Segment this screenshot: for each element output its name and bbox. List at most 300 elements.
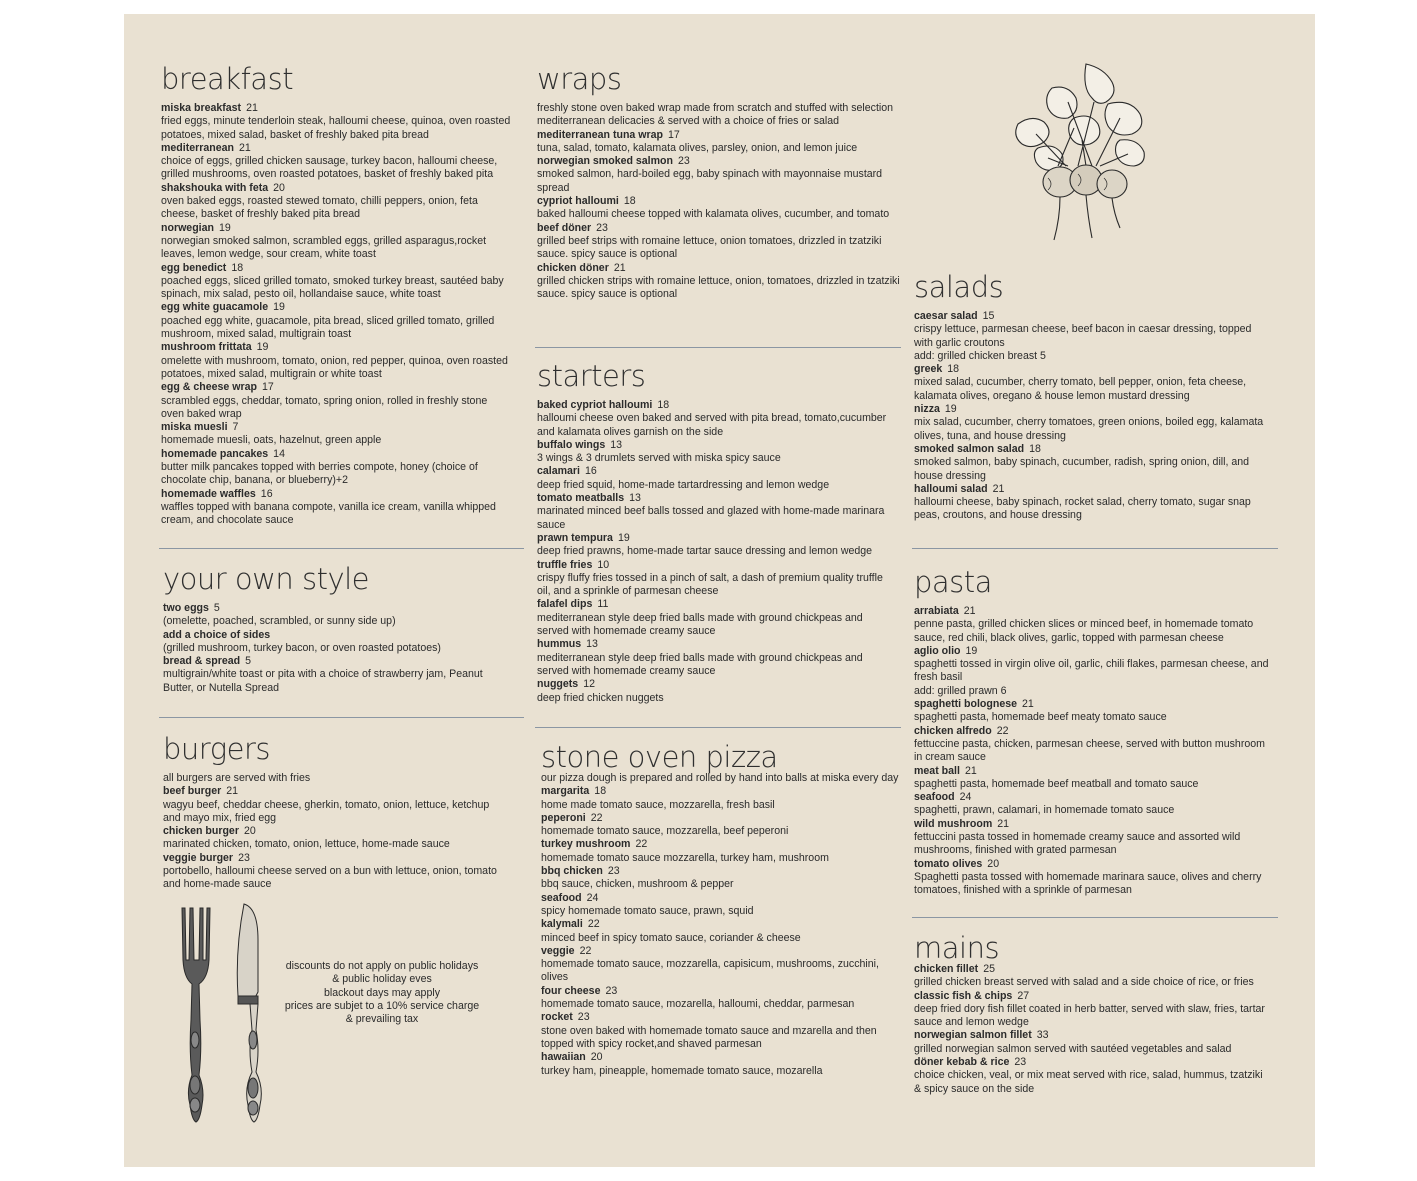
menu-item-header [914, 443, 1266, 456]
menu-item-header [161, 381, 513, 394]
pizza-section [541, 742, 906, 1078]
note-line: & prevailing tax [345, 1013, 419, 1026]
menu-item-price: 22 [587, 918, 600, 931]
section-title: pasta [914, 565, 992, 599]
menu-item-header [537, 678, 889, 691]
menu-item-description: deep fried prawns, home-made tartar sauce dressing and lemon wedge [537, 545, 873, 558]
menu-item-header [537, 532, 889, 545]
menu-item-header [541, 785, 906, 798]
menu-item-header [537, 222, 902, 235]
menu-item-description: bbq sauce, chicken, mushroom & pepper [541, 878, 734, 891]
menu-item-header [914, 818, 1276, 831]
menu-item-description: smoked salmon, baby spinach, cucumber, radish, spring onion, dill, and house dressing [914, 456, 1250, 482]
menu-item [541, 985, 906, 1012]
menu-item-header [914, 858, 1276, 871]
menu-item [161, 182, 513, 222]
menu-item-name: nizza [914, 403, 940, 416]
menu-item [914, 765, 1276, 792]
menu-item-description: spicy homemade tomato sauce, prawn, squid [541, 904, 754, 917]
menu-item-header [163, 852, 503, 865]
menu-item [914, 310, 1266, 363]
menu-item-description: (grilled mushroom, turkey bacon, or oven roasted potatoes) [163, 641, 441, 654]
menu-item-name: bbq chicken [541, 865, 603, 878]
menu-item [914, 963, 1266, 990]
menu-item-description: wagyu beef, cheddar cheese, gherkin, tomato, onion, lettuce, ketchup and mayo mix, fried egg [163, 798, 490, 824]
menu-item [914, 403, 1266, 443]
menu-item-header [914, 363, 1266, 376]
mains-section [914, 933, 1266, 1096]
menu-item-header [163, 602, 515, 615]
breakfast-section [161, 64, 513, 528]
menu-item-description: mix salad, cucumber, cherry tomatoes, green onions, boiled egg, kalamata olives, tuna, and house dressing [914, 416, 1264, 442]
menu-item-description: spaghetti, prawn, calamari, in homemade tomato sauce [914, 804, 1175, 817]
menu-item [914, 443, 1266, 483]
menu-item [541, 918, 906, 945]
menu-item-header [163, 655, 515, 668]
own-style-section [163, 564, 515, 695]
menu-item-description: deep fried dory fish fillet coated in herb batter, served with slaw, fries, tartar sauce and lemon wedge [914, 1002, 1265, 1029]
menu-item-name: veggie [541, 944, 575, 957]
menu-item-header [914, 698, 1276, 711]
menu-item-header [537, 492, 889, 505]
menu-item-price: 19 [218, 221, 231, 234]
menu-item-name: wild mushroom [914, 817, 993, 830]
menu-item-name: halloumi salad [914, 482, 988, 495]
menu-item-description: marinated minced beef balls tossed and glazed with home-made marinara sauce [537, 505, 885, 531]
menu-item-header [163, 785, 503, 798]
section-title: wraps [537, 62, 622, 96]
menu-item [537, 598, 889, 638]
menu-item-description: 3 wings & 3 drumlets served with miska spicy sauce [537, 452, 781, 465]
menu-item [914, 725, 1276, 765]
menu-item-price: 22 [590, 811, 603, 824]
menu-item [541, 838, 906, 865]
menu-item-header [541, 985, 906, 998]
menu-item [914, 791, 1276, 818]
menu-item-description: turkey ham, pineapple, homemade tomato sauce, mozarella [541, 1064, 823, 1077]
knife-icon [237, 904, 261, 1122]
menu-item-price: 22 [996, 724, 1009, 737]
menu-item-name: miska muesli [161, 421, 228, 434]
menu-item-header [541, 812, 906, 825]
menu-item-description: norwegian smoked salmon, scrambled eggs, grilled asparagus,rocket leaves, lemon wedge, sour cream, white toast [161, 234, 487, 261]
menu-item-price: 15 [982, 310, 995, 322]
menu-item-header [914, 483, 1266, 496]
menu-item-description: crispy lettuce, parmesan cheese, beef bacon in caesar dressing, topped with garlic croutons [914, 323, 1252, 349]
menu-item-name: rocket [541, 1011, 573, 1024]
pasta-section [914, 567, 1276, 898]
menu-item [537, 559, 889, 599]
menu-item-price: 23 [605, 984, 618, 997]
menu-item [914, 605, 1276, 645]
menu-item-header [161, 182, 513, 195]
menu-item-description: grilled norwegian salmon served with sautéed vegetables and salad [914, 1042, 1232, 1055]
menu-item-price: 19 [273, 301, 285, 314]
menu-item [161, 142, 513, 182]
section-title: starters [537, 359, 646, 393]
menu-item [161, 222, 513, 262]
menu-item-header [161, 301, 513, 314]
menu-item-price: 14 [273, 447, 285, 460]
menu-item-name: döner kebab & rice [914, 1056, 1010, 1069]
menu-item-description: grilled beef strips with romaine lettuce, onion tomatoes, drizzled in tzatziki sauce. spicy sauce is optional [537, 234, 882, 261]
menu-item-header [914, 605, 1276, 618]
note-line: blackout days may apply [323, 986, 440, 999]
menu-item-name: meat ball [914, 764, 960, 777]
menu-item-price: 16 [260, 487, 273, 500]
menu-item-description: grilled chicken strips with romaine lettuce, onion, tomatoes, drizzled in tzatziki sauce. spicy sauce is optional [537, 274, 900, 301]
menu-item-name: baked cypriot halloumi [537, 399, 653, 411]
menu-item [537, 399, 889, 439]
menu-item-name: chicken alfredo [914, 724, 992, 737]
section-intro: all burgers are served with fries [163, 772, 311, 784]
menu-item-header [914, 310, 1266, 323]
menu-item-price: 23 [238, 851, 250, 864]
menu-item-name: two eggs [163, 602, 209, 614]
section-title: salads [914, 270, 1004, 304]
menu-item-name: beef burger [163, 785, 222, 798]
menu-item-header [161, 222, 513, 235]
divider [912, 917, 1278, 918]
menu-item [914, 858, 1276, 898]
menu-item-name: smoked salmon salad [914, 442, 1025, 455]
menu-item-name: miska breakfast [161, 102, 242, 114]
menu-item-header [914, 645, 1276, 658]
section-title: breakfast [161, 62, 294, 96]
menu-item [161, 488, 513, 528]
menu-item-description: fettuccini pasta tossed in homemade creamy sauce and assorted wild mushrooms, finished with grated parmesan [914, 831, 1241, 857]
menu-item-description: stone oven baked with homemade tomato sauce and mzarella and then topped with spicy rocket,and shaved parmesan [541, 1024, 877, 1050]
menu-item-header [161, 421, 513, 434]
menu-item-description: choice chicken, veal, or mix meat served with rice, salad, hummus, tzatziki & spicy sauce on the side [914, 1069, 1263, 1095]
menu-item [161, 102, 513, 142]
divider [912, 548, 1278, 549]
menu-item-header [161, 488, 513, 501]
menu-item [914, 483, 1266, 523]
section-title: your own style [163, 562, 370, 596]
menu-item-description: grilled chicken breast served with salad and a side choice of rice, or fries [914, 976, 1254, 989]
menu-item-description: Spaghetti pasta tossed with homemade marinara sauce, olives and cherry tomatoes, finished with a sprinkle of parmesan [914, 870, 1262, 897]
menu-item [541, 865, 906, 892]
menu-item-price: 21 [992, 482, 1005, 495]
menu-item-header [163, 629, 515, 642]
burgers-section [163, 734, 503, 892]
menu-item [163, 825, 503, 852]
menu-item-name: calamari [537, 465, 580, 478]
menu-item-description: multigrain/white toast or pita with a choice of strawberry jam, Peanut Butter, or Nutella Spread [163, 668, 483, 694]
menu-item-name: norwegian salmon fillet [914, 1029, 1032, 1042]
menu-item-description: mixed salad, cucumber, cherry tomato, bell pepper, onion, feta cheese, kalamata olives, oregano & house lemon mustard dressing [914, 376, 1247, 402]
menu-item-name: chicken fillet [914, 963, 979, 975]
menu-item-description: baked halloumi cheese topped with kalamata olives, cucumber, and tomato [537, 208, 890, 221]
menu-item [163, 785, 503, 825]
menu-item-price: 23 [1014, 1056, 1027, 1069]
menu-item-name: chicken burger [163, 825, 239, 838]
menu-item-description: homemade tomato sauce, mozarella, halloumi, cheddar, parmesan [541, 998, 855, 1011]
menu-item-header [163, 825, 503, 838]
menu-item-description: deep fried squid, home-made tartardressing and lemon wedge [537, 478, 830, 491]
menu-item [914, 1029, 1266, 1056]
menu-item-price: 18 [623, 195, 636, 208]
menu-item [161, 448, 513, 488]
menu-item-name: egg benedict [161, 261, 227, 274]
note-line: discounts do not apply on public holidays [285, 960, 479, 972]
section-title: burgers [163, 732, 270, 766]
menu-item-header [161, 262, 513, 275]
divider [159, 548, 524, 549]
menu-item-description: scrambled eggs, cheddar, tomato, spring onion, rolled in freshly stone oven baked wrap [161, 394, 488, 420]
menu-item-description: fettuccine pasta, chicken, parmesan cheese, served with button mushroom in cream sauce [914, 737, 1265, 764]
menu-item-price: 11 [597, 598, 609, 611]
menu-item-price: 13 [610, 438, 623, 451]
menu-item-price: 13 [586, 638, 598, 651]
wraps-section [537, 64, 902, 301]
menu-item-name: aglio olio [914, 644, 961, 657]
menu-item-description: poached egg white, guacamole, pita bread, sliced grilled tomato, grilled mushroom, mixed salad, multigrain toast [161, 314, 495, 341]
menu-item-header [914, 1029, 1266, 1042]
menu-item-header [914, 990, 1266, 1003]
section-title: mains [914, 931, 1000, 965]
menu-item-description: tuna, salad, tomato, kalamata olives, parsley, onion, and lemon juice [537, 141, 858, 154]
menu-item [161, 421, 513, 448]
menu-item-price: 21 [613, 261, 626, 274]
menu-item-description: spaghetti tossed in virgin olive oil, garlic, chili flakes, parmesan cheese, and fresh basil [914, 658, 1269, 684]
menu-item-addon: add: grilled prawn 6 [914, 684, 1007, 697]
menu-item-price: 21 [239, 141, 251, 154]
menu-item-header [541, 865, 906, 878]
menu-item-name: add a choice of sides [163, 628, 271, 641]
menu-item-price: 20 [590, 1051, 603, 1064]
menu-item-description: minced beef in spicy tomato sauce, coriander & cheese [541, 931, 801, 944]
menu-item [914, 698, 1276, 725]
menu-item [914, 363, 1266, 403]
menu-item-description: butter milk pancakes topped with berries compote, honey (choice of chocolate chip, banana, or blueberry)+2 [161, 461, 478, 487]
menu-item-description: halloumi cheese oven baked and served with pita bread, tomato,cucumber and kalamata olives garnish on the side [537, 412, 887, 438]
menu-item-description: spaghetti pasta, homemade beef meaty tomato sauce [914, 711, 1167, 724]
menu-item-header [914, 963, 1266, 976]
menu-item-description: homemade muesli, oats, hazelnut, green apple [161, 434, 382, 447]
menu-item-price: 12 [583, 678, 595, 691]
menu-item [537, 195, 902, 222]
menu-item [537, 222, 902, 262]
menu-item-header [161, 102, 513, 115]
menu-item-price: 18 [231, 261, 244, 274]
menu-item-header [537, 638, 889, 651]
menu-item-name: margarita [541, 785, 590, 798]
menu-item-name: greek [914, 363, 943, 376]
menu-item-header [161, 142, 513, 155]
menu-item-description: oven baked eggs, roasted stewed tomato, chilli peppers, onion, feta cheese, basket of freshly baked pita bread [161, 195, 478, 221]
menu-item-description: homemade tomato sauce, mozzarella, beef peperoni [541, 825, 789, 838]
menu-item-price: 23 [577, 1011, 590, 1024]
menu-item [537, 155, 902, 195]
menu-item-price: 21 [963, 605, 976, 617]
menu-item-header [914, 765, 1276, 778]
menu-item-name: kalymali [541, 918, 583, 931]
radish-illustration [1008, 58, 1158, 243]
menu-item-description: marinated chicken, tomato, onion, lettuce, home-made sauce [163, 838, 450, 851]
menu-item-description: omelette with mushroom, tomato, onion, red pepper, quinoa, oven roasted potatoes, mixed salad, multigrain or white toast [161, 354, 508, 380]
menu-item-name: seafood [914, 791, 955, 804]
menu-item-description: portobello, halloumi cheese served on a bun with lettuce, onion, tomato and home-made sauce [163, 865, 497, 891]
menu-item-price: 5 [245, 655, 252, 668]
menu-item [163, 629, 515, 656]
menu-item [914, 818, 1276, 858]
menu-item-price: 20 [243, 825, 256, 838]
menu-item-name: mediterranean tuna wrap [537, 128, 663, 141]
menu-item-header [541, 1051, 906, 1064]
menu-item [537, 638, 889, 678]
menu-item-price: 22 [579, 944, 592, 957]
menu-item-name: egg & cheese wrap [161, 381, 257, 394]
menu-item-header [914, 791, 1276, 804]
menu-item-price: 25 [983, 963, 995, 975]
menu-item-header [537, 598, 889, 611]
menu-item-name: tomato olives [914, 857, 983, 870]
menu-item-name: homemade pancakes [161, 447, 269, 460]
menu-item-price: 23 [678, 155, 690, 168]
menu-item [541, 892, 906, 919]
menu-item-description: home made tomato sauce, mozzarella, fresh basil [541, 798, 775, 811]
menu-item-description: homemade tomato sauce, mozzarella, capisicum, mushrooms, zucchini, olives [541, 958, 879, 984]
menu-item-name: buffalo wings [537, 438, 606, 451]
fork-icon [182, 908, 210, 1122]
menu-item [914, 645, 1276, 698]
menu-item-description: penne pasta, grilled chicken slices or minced beef, in homemade tomato sauce, red chili, black olives, garlic, topped with parmesan cheese [914, 618, 1254, 644]
menu-item-description: choice of eggs, grilled chicken sausage, turkey bacon, halloumi cheese, grilled mushrooms, oven roasted potatoes, basket of freshly baked pita [161, 155, 498, 181]
menu-item-name: turkey mushroom [541, 838, 631, 851]
menu-item [541, 785, 906, 812]
note-line: prices are subjet to a 10% service charge [284, 999, 480, 1012]
menu-item-price: 23 [596, 221, 608, 234]
menu-item-price: 20 [987, 857, 1000, 870]
menu-item-price: 17 [667, 128, 680, 141]
menu-item-price: 18 [594, 785, 607, 798]
menu-item-name: nuggets [537, 678, 579, 691]
menu-item-price: 24 [959, 791, 972, 804]
menu-item-name: spaghetti bolognese [914, 698, 1018, 711]
menu-item-price: 19 [944, 403, 957, 416]
cutlery-illustration [172, 900, 272, 1125]
menu-item-name: cypriot halloumi [537, 195, 619, 208]
menu-item-price: 21 [246, 102, 258, 114]
menu-item [161, 381, 513, 421]
menu-item-description: halloumi cheese, baby spinach, rocket salad, cherry tomato, sugar snap peas, croutons, and house dressing [914, 496, 1251, 522]
menu-item-name: norwegian [161, 221, 214, 234]
menu-item-name: falafel dips [537, 598, 593, 611]
menu-item-name: four cheese [541, 984, 601, 997]
menu-item-price: 10 [597, 558, 610, 571]
menu-item-price: 18 [947, 363, 960, 376]
menu-item [161, 301, 513, 341]
menu-item [163, 655, 515, 695]
menu-item-description: crispy fluffy fries tossed in a pinch of salt, a dash of premium quality truffle oil, and a sprinkle of parmesan cheese [537, 571, 883, 598]
menu-item-price: 19 [256, 341, 269, 354]
menu-item [914, 1056, 1266, 1096]
pricing-note [282, 960, 482, 1026]
menu-item-price: 20 [273, 181, 285, 194]
menu-item-price: 21 [997, 817, 1010, 830]
menu-item-name: truffle fries [537, 558, 593, 571]
menu-item [914, 990, 1266, 1030]
menu-item-name: bread & spread [163, 655, 241, 668]
menu-item-price: 16 [585, 465, 597, 478]
menu-item-name: beef döner [537, 221, 592, 234]
menu-item-price: 27 [1017, 989, 1030, 1002]
menu-item-header [161, 341, 513, 354]
section-intro: freshly stone oven baked wrap made from scratch and stuffed with selection mediterranean delicacies & served with a choice of fries or salad [537, 102, 894, 128]
menu-item-addon: add: grilled chicken breast 5 [914, 349, 1046, 362]
menu-item-description: spaghetti pasta, homemade beef meatball and tomato sauce [914, 777, 1199, 790]
menu-item [541, 812, 906, 839]
menu-item-description: deep fried chicken nuggets [537, 691, 664, 704]
menu-item-price: 19 [965, 644, 978, 657]
menu-item-header [541, 838, 906, 851]
menu-item-header [914, 1056, 1266, 1069]
menu-item-name: veggie burger [163, 851, 234, 864]
menu-item-name: arrabiata [914, 605, 959, 617]
menu-item-price: 5 [213, 602, 220, 614]
menu-item-name: hawaiian [541, 1051, 586, 1064]
menu-item-price: 17 [261, 381, 274, 394]
menu-item-description: smoked salmon, hard-boiled egg, baby spinach with mayonnaise mustard spread [537, 168, 883, 194]
menu-item [161, 341, 513, 381]
menu-item [537, 439, 889, 466]
menu-item-name: caesar salad [914, 310, 978, 322]
menu-item-description: (omelette, poached, scrambled, or sunny side up) [163, 615, 396, 628]
menu-item-price: 7 [232, 421, 239, 434]
menu-item-header [537, 262, 902, 275]
menu-item-header [541, 945, 906, 958]
menu-item-name: hummus [537, 638, 582, 651]
menu-item-name: mediterranean [161, 141, 235, 154]
menu-item-header [537, 129, 902, 142]
menu-item-description: mediterranean style deep fried balls made with ground chickpeas and served with homemade creamy sauce [537, 611, 863, 638]
menu-item [537, 678, 889, 705]
menu-item-description: homemade tomato sauce mozzarella, turkey ham, mushroom [541, 851, 829, 864]
menu-item-price: 21 [964, 764, 977, 777]
menu-item-name: seafood [541, 891, 582, 904]
menu-item-price: 21 [1022, 698, 1034, 711]
menu-item [163, 852, 503, 892]
menu-item-header [914, 403, 1266, 416]
menu-item-name: norwegian smoked salmon [537, 155, 673, 168]
menu-item-price: 33 [1036, 1029, 1049, 1042]
menu-item [541, 1011, 906, 1051]
section-intro: our pizza dough is prepared and rolled by hand into balls at miska every day [541, 772, 899, 784]
menu-item-header [537, 559, 889, 572]
menu-item [541, 1051, 906, 1078]
menu-item-description: fried eggs, minute tenderloin steak, halloumi cheese, quinoa, oven roasted potatoes, mixed salad, basket of freshly baked pita bread [161, 115, 511, 141]
menu-item [537, 129, 902, 156]
menu-item-name: peperoni [541, 811, 586, 824]
menu-item [537, 465, 889, 492]
divider [535, 727, 901, 728]
menu-item-header [537, 465, 889, 478]
menu-item-name: homemade waffles [161, 487, 256, 500]
menu-item-price: 18 [657, 399, 670, 411]
menu-item-price: 13 [629, 492, 641, 505]
menu-item [161, 262, 513, 302]
menu-item-name: tomato meatballs [537, 492, 625, 505]
menu-item-header [537, 399, 889, 412]
section-title: stone oven pizza [541, 740, 778, 774]
menu-item-header [541, 918, 906, 931]
menu-item-price: 23 [607, 865, 620, 878]
menu-item-price: 24 [586, 891, 599, 904]
menu-item [537, 532, 889, 559]
menu-item-name: egg white guacamole [161, 301, 269, 314]
